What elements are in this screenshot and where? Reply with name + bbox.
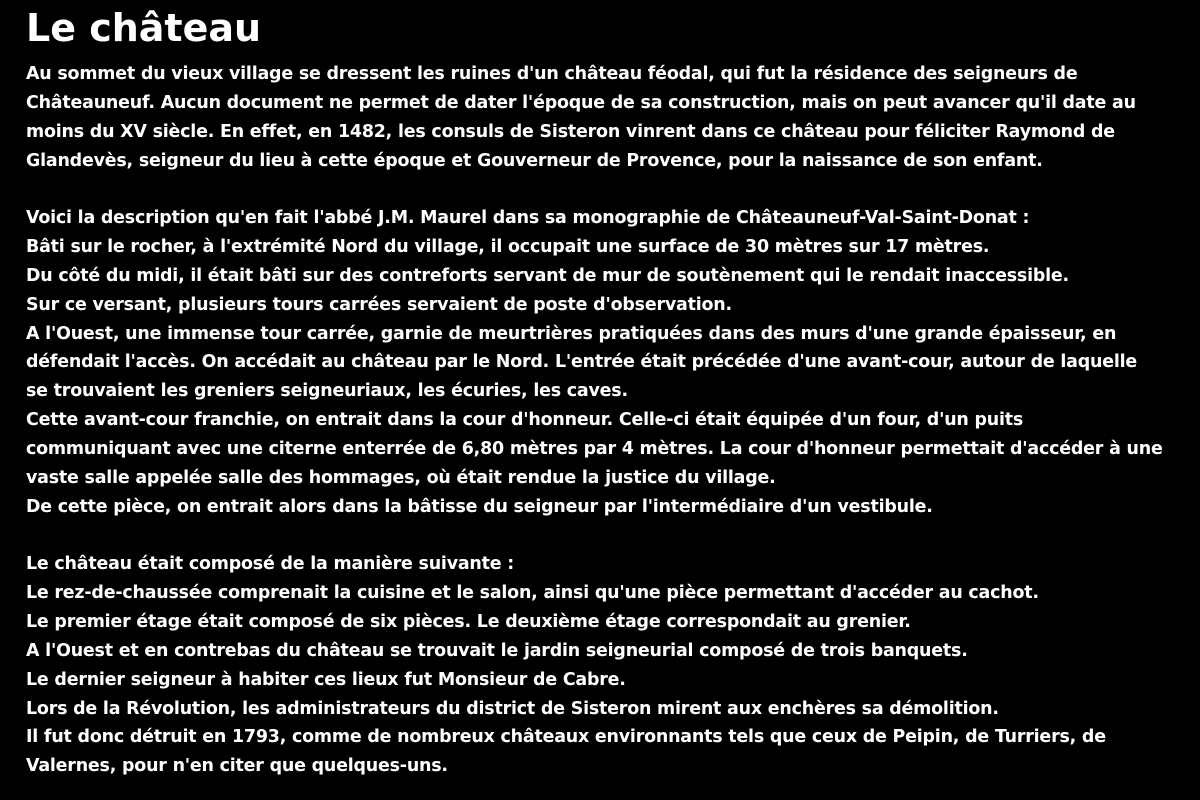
- text-line: se trouvaient les greniers seigneuriaux, les écuries, les caves.: [26, 381, 628, 402]
- text-line: A l'Ouest, une immense tour carrée, garnie de meurtrières pratiquées dans des murs d'une grande épaisseur, en: [26, 323, 1117, 344]
- text-line: vaste salle appelée salle des hommages, où était rendue la justice du village.: [26, 467, 776, 488]
- text-line: Le rez-de-chaussée comprenait la cuisine et le salon, ainsi qu'une pièce permettant d'accéder au cachot.: [26, 583, 1039, 604]
- text-line: Le château était composé de la manière suivante :: [26, 554, 515, 575]
- text-line: Au sommet du vieux village se dressent les ruines d'un château féodal, qui fut la résidence des seigneurs de: [26, 64, 1078, 84]
- text-line: Du côté du midi, il était bâti sur des contreforts servant de mur de soutènement qui le rendait inaccessible.: [26, 265, 1069, 286]
- text-line: moins du XV siècle. En effet, en 1482, les consuls de Sisteron vinrent dans ce château pour féliciter Raymond de: [26, 121, 1115, 142]
- text-line: Cette avant-cour franchie, on entrait dans la cour d'honneur. Celle-ci était équipée d'un four, d'un puits: [26, 410, 1024, 431]
- blank-line: [26, 175, 1200, 204]
- text-line: Il fut donc détruit en 1793, comme de nombreux châteaux environnants tels que ceux de Peipin, de Turriers, de: [26, 727, 1106, 748]
- text-line: Glandevès, seigneur du lieu à cette époque et Gouverneur de Provence, pour la naissance de son enfant.: [26, 150, 1043, 171]
- text-line: Lors de la Révolution, les administrateurs du district de Sisteron mirent aux enchères sa démolition.: [26, 698, 999, 719]
- text-line: Châteauneuf. Aucun document ne permet de dater l'époque de sa construction, mais on peut avancer qu'il date au: [26, 92, 1136, 113]
- text-line: Bâti sur le rocher, à l'extrémité Nord du village, il occupait une surface de 30 mètres sur 17 mètres.: [26, 237, 990, 258]
- text-line: Le premier étage était composé de six pièces. Le deuxième étage correspondait au grenier.: [26, 612, 911, 633]
- text-line: Valernes, pour n'en citer que quelques-uns.: [26, 756, 448, 777]
- text-line: Le dernier seigneur à habiter ces lieux fut Monsieur de Cabre.: [26, 669, 626, 690]
- text-line: communiquant avec une citerne enterrée de 6,80 mètres par 4 mètres. La cour d'honneur permettait d'accéder à une: [26, 438, 1163, 459]
- text-line: Sur ce versant, plusieurs tours carrées servaient de poste d'observation.: [26, 294, 732, 315]
- text-line: A l'Ouest et en contrebas du château se trouvait le jardin seigneurial composé de trois banquets.: [26, 640, 968, 661]
- text-line: défendait l'accès. On accédait au château par le Nord. L'entrée était précédée d'une avant-cour, autour de laquelle: [26, 352, 1137, 373]
- page-title: Le château: [26, 6, 262, 50]
- blank-line: [26, 522, 1200, 551]
- text-line: Voici la description qu'en fait l'abbé J.M. Maurel dans sa monographie de Châteauneuf-Val-Saint-Donat :: [26, 208, 1030, 229]
- text-line: De cette pièce, on entrait alors dans la bâtisse du seigneur par l'intermédiaire d'un vestibule.: [26, 496, 933, 517]
- body-text: [26, 60, 1200, 781]
